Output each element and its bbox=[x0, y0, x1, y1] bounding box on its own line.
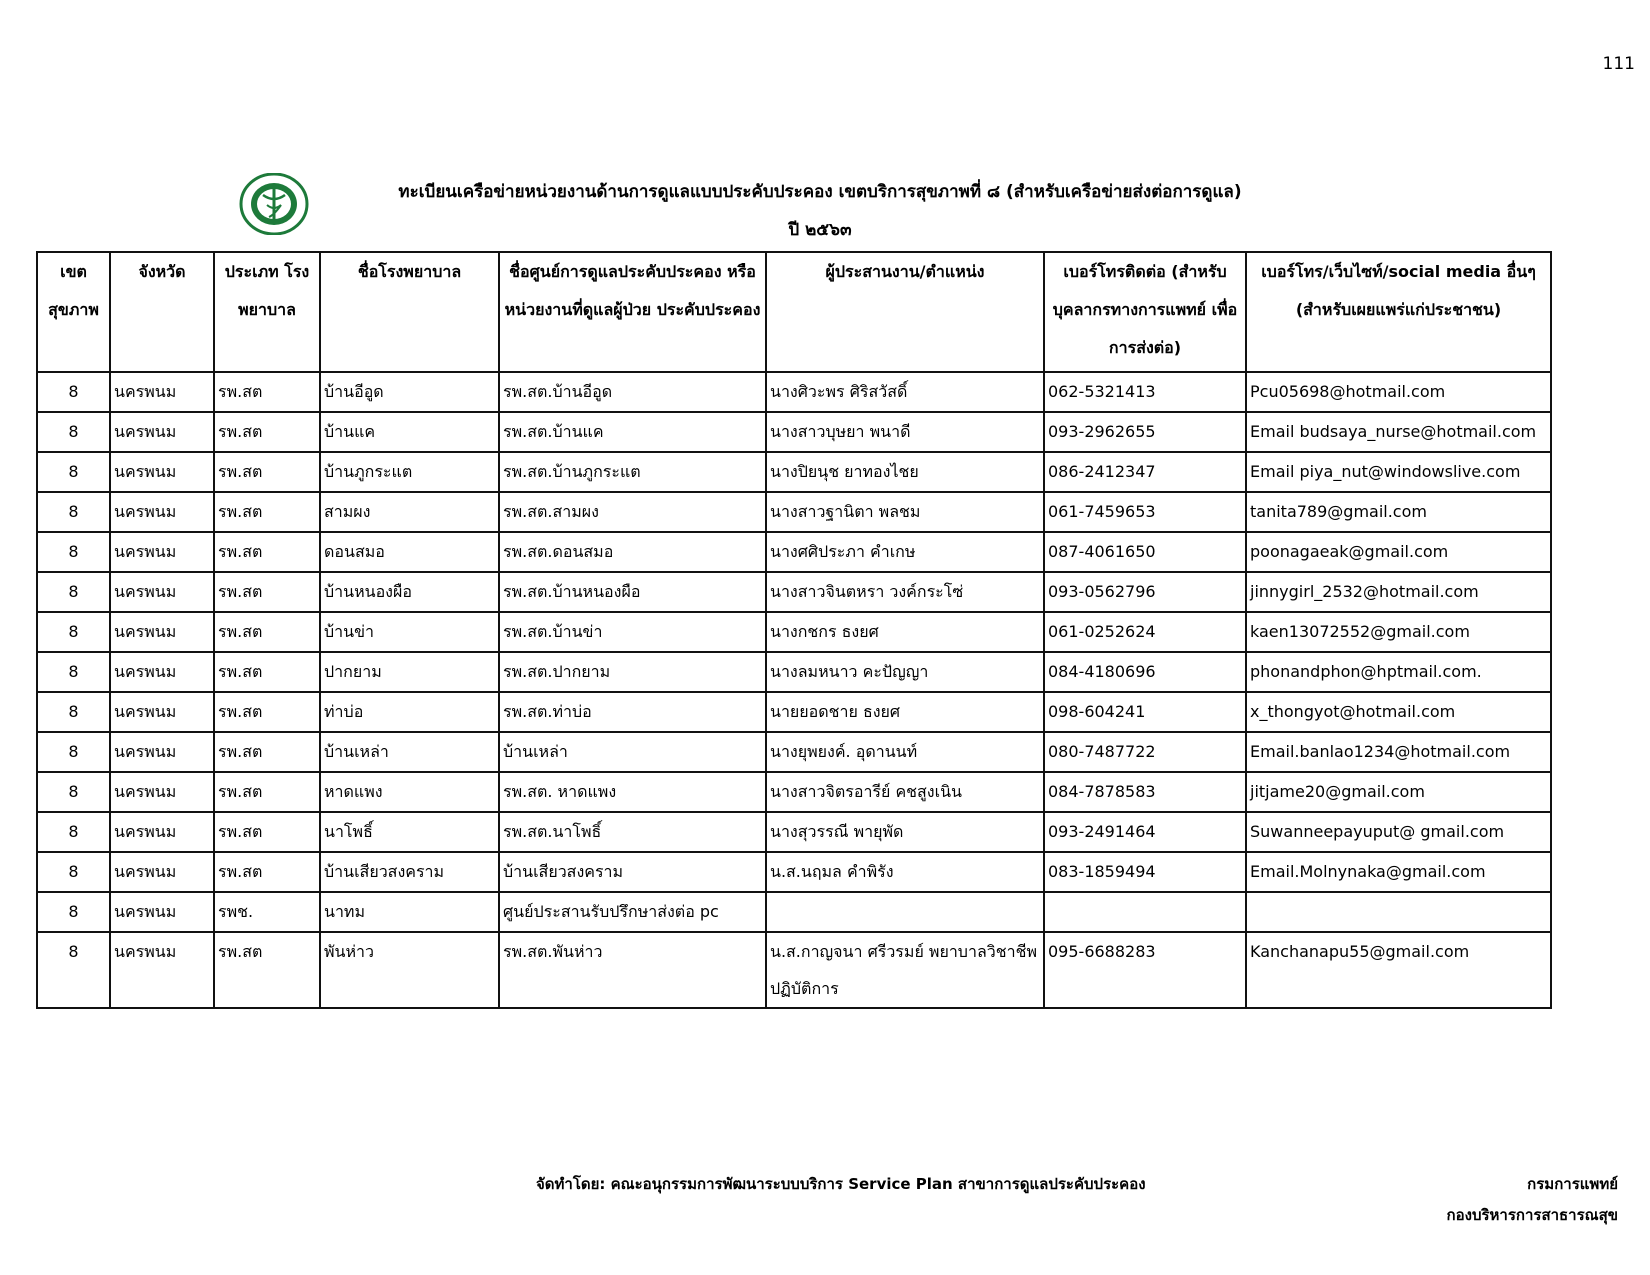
cell-public-contact[interactable]: Suwanneepayuput@ gmail.com bbox=[1246, 812, 1551, 852]
cell-care-center: บ้านเสียวสงคราม bbox=[499, 852, 766, 892]
page-number: 111 bbox=[1602, 54, 1635, 74]
cell-care-center: ศูนย์ประสานรับปรึกษาส่งต่อ pc bbox=[499, 892, 766, 932]
cell-care-center: รพ.สต.พันห่าว bbox=[499, 932, 766, 1008]
cell-public-contact[interactable]: kaen13072552@gmail.com bbox=[1246, 612, 1551, 652]
cell-referral-phone: 062-5321413 bbox=[1044, 372, 1246, 412]
header-referral-phone: เบอร์โทรติดต่อ (สำหรับ บุคลากรทางการแพทย์ เพื่อการส่งต่อ) bbox=[1044, 252, 1246, 372]
cell-care-center: บ้านเหล่า bbox=[499, 732, 766, 772]
document-title: ทะเบียนเครือข่ายหน่วยงานด้านการดูแลแบบประคับประคอง เขตบริการสุขภาพที่ ๘ (สำหรับเครือข่ายส่งต่อการดูแล) bbox=[398, 182, 1242, 202]
cell-province: นครพนม bbox=[110, 892, 214, 932]
cell-province: นครพนม bbox=[110, 852, 214, 892]
cell-referral-phone: 084-4180696 bbox=[1044, 652, 1246, 692]
table-row bbox=[37, 492, 1551, 532]
cell-province: นครพนม bbox=[110, 572, 214, 612]
table-row bbox=[37, 772, 1551, 812]
cell-hospital-name: ท่าบ่อ bbox=[320, 692, 499, 732]
header-hospital-type: ประเภท โรงพยาบาล bbox=[214, 252, 320, 372]
table-row bbox=[37, 732, 1551, 772]
cell-hospital-name: หาดแพง bbox=[320, 772, 499, 812]
cell-hospital-name: บ้านอีอูด bbox=[320, 372, 499, 412]
cell-referral-phone bbox=[1044, 892, 1246, 932]
cell-hospital-type: รพ.สต bbox=[214, 452, 320, 492]
cell-hospital-name: สามผง bbox=[320, 492, 499, 532]
cell-public-contact[interactable]: Email budsaya_nurse@hotmail.com bbox=[1246, 412, 1551, 452]
cell-province: นครพนม bbox=[110, 412, 214, 452]
cell-coordinator: นางศศิประภา คำเกษ bbox=[766, 532, 1044, 572]
cell-public-contact[interactable]: Email.banlao1234@hotmail.com bbox=[1246, 732, 1551, 772]
cell-coordinator: น.ส.กาญจนา ศรีวรมย์ พยาบาลวิชาชีพปฏิบัติการ bbox=[766, 932, 1044, 1008]
cell-hospital-type: รพ.สต bbox=[214, 532, 320, 572]
cell-care-center: รพ.สต.บ้านข่า bbox=[499, 612, 766, 652]
cell-coordinator: นางปิยนุช ยาทองไชย bbox=[766, 452, 1044, 492]
cell-coordinator: นางศิวะพร ศิริสวัสดิ์ bbox=[766, 372, 1044, 412]
cell-zone: 8 bbox=[37, 772, 110, 812]
cell-coordinator: นางสุวรรณี พายุพัด bbox=[766, 812, 1044, 852]
cell-coordinator: น.ส.นฤมล คำพิรัง bbox=[766, 852, 1044, 892]
cell-hospital-name: บ้านหนองผือ bbox=[320, 572, 499, 612]
cell-hospital-type: รพ.สต bbox=[214, 412, 320, 452]
cell-hospital-name: บ้านเสียวสงคราม bbox=[320, 852, 499, 892]
cell-hospital-type: รพ.สต bbox=[214, 612, 320, 652]
cell-province: นครพนม bbox=[110, 772, 214, 812]
ministry-seal-icon bbox=[239, 173, 309, 235]
cell-coordinator: นางกชกร ธงยศ bbox=[766, 612, 1044, 652]
cell-province: นครพนม bbox=[110, 532, 214, 572]
table-row bbox=[37, 412, 1551, 452]
cell-province: นครพนม bbox=[110, 812, 214, 852]
cell-zone: 8 bbox=[37, 452, 110, 492]
header-province: จังหวัด bbox=[110, 252, 214, 372]
cell-hospital-type: รพ.สต bbox=[214, 572, 320, 612]
footer-department: กรมการแพทย์ bbox=[1527, 1175, 1618, 1193]
table-row bbox=[37, 612, 1551, 652]
cell-zone: 8 bbox=[37, 932, 110, 1008]
cell-referral-phone: 083-1859494 bbox=[1044, 852, 1246, 892]
cell-referral-phone: 093-2491464 bbox=[1044, 812, 1246, 852]
cell-zone: 8 bbox=[37, 612, 110, 652]
cell-referral-phone: 095-6688283 bbox=[1044, 932, 1246, 1008]
cell-province: นครพนม bbox=[110, 492, 214, 532]
cell-public-contact bbox=[1246, 892, 1551, 932]
cell-province: นครพนม bbox=[110, 932, 214, 1008]
cell-referral-phone: 093-0562796 bbox=[1044, 572, 1246, 612]
cell-care-center: รพ.สต.บ้านอีอูด bbox=[499, 372, 766, 412]
cell-zone: 8 bbox=[37, 852, 110, 892]
cell-care-center: รพ.สต.ท่าบ่อ bbox=[499, 692, 766, 732]
cell-referral-phone: 061-7459653 bbox=[1044, 492, 1246, 532]
cell-province: นครพนม bbox=[110, 372, 214, 412]
cell-zone: 8 bbox=[37, 532, 110, 572]
cell-zone: 8 bbox=[37, 892, 110, 932]
cell-hospital-type: รพ.สต bbox=[214, 772, 320, 812]
cell-zone: 8 bbox=[37, 372, 110, 412]
cell-referral-phone: 086-2412347 bbox=[1044, 452, 1246, 492]
cell-coordinator: นางสาวจิตรอารีย์ คชสูงเนิน bbox=[766, 772, 1044, 812]
header-coordinator: ผู้ประสานงาน/ตำแหน่ง bbox=[766, 252, 1044, 372]
cell-province: นครพนม bbox=[110, 612, 214, 652]
cell-hospital-name: พันห่าว bbox=[320, 932, 499, 1008]
cell-care-center: รพ.สต.สามผง bbox=[499, 492, 766, 532]
registry-table bbox=[36, 251, 1552, 1009]
cell-hospital-name: บ้านแค bbox=[320, 412, 499, 452]
cell-zone: 8 bbox=[37, 412, 110, 452]
table-row bbox=[37, 692, 1551, 732]
cell-care-center: รพ.สต.นาโพธิ์ bbox=[499, 812, 766, 852]
cell-care-center: รพ.สต.บ้านหนองผือ bbox=[499, 572, 766, 612]
header-hospital-name: ชื่อโรงพยาบาล bbox=[320, 252, 499, 372]
cell-hospital-type: รพ.สต bbox=[214, 732, 320, 772]
cell-hospital-type: รพช. bbox=[214, 892, 320, 932]
cell-zone: 8 bbox=[37, 812, 110, 852]
cell-public-contact[interactable]: phonandphon@hptmail.com. bbox=[1246, 652, 1551, 692]
table-row bbox=[37, 812, 1551, 852]
cell-referral-phone: 087-4061650 bbox=[1044, 532, 1246, 572]
cell-province: นครพนม bbox=[110, 452, 214, 492]
cell-referral-phone: 080-7487722 bbox=[1044, 732, 1246, 772]
cell-province: นครพนม bbox=[110, 652, 214, 692]
cell-care-center: รพ.สต.บ้านแค bbox=[499, 412, 766, 452]
cell-public-contact[interactable]: poonagaeak@gmail.com bbox=[1246, 532, 1551, 572]
cell-public-contact[interactable]: jitjame20@gmail.com bbox=[1246, 772, 1551, 812]
header-care-center: ชื่อศูนย์การดูแลประคับประคอง หรือ หน่วยงานที่ดูแลผู้ป่วย ประคับประคอง bbox=[499, 252, 766, 372]
cell-zone: 8 bbox=[37, 492, 110, 532]
cell-care-center: รพ.สต. หาดแพง bbox=[499, 772, 766, 812]
cell-public-contact[interactable]: jinnygirl_2532@hotmail.com bbox=[1246, 572, 1551, 612]
cell-care-center: รพ.สต.ปากยาม bbox=[499, 652, 766, 692]
cell-care-center: รพ.สต.ดอนสมอ bbox=[499, 532, 766, 572]
cell-coordinator bbox=[766, 892, 1044, 932]
cell-coordinator: นายยอดชาย ธงยศ bbox=[766, 692, 1044, 732]
cell-hospital-name: บ้านภูกระแต bbox=[320, 452, 499, 492]
footer-credit: จัดทำโดย: คณะอนุกรรมการพัฒนาระบบบริการ Service Plan สาขาการดูแลประคับประคอง bbox=[536, 1175, 1146, 1193]
cell-hospital-name: นาโพธิ์ bbox=[320, 812, 499, 852]
table-row bbox=[37, 572, 1551, 612]
cell-coordinator: นางสาวฐานิตา พลชม bbox=[766, 492, 1044, 532]
cell-zone: 8 bbox=[37, 572, 110, 612]
cell-coordinator: นางสาวจินตหรา วงค์กระโซ่ bbox=[766, 572, 1044, 612]
cell-public-contact[interactable]: x_thongyot@hotmail.com bbox=[1246, 692, 1551, 732]
cell-province: นครพนม bbox=[110, 692, 214, 732]
cell-referral-phone: 084-7878583 bbox=[1044, 772, 1246, 812]
document-year: ปี ๒๕๖๓ bbox=[788, 220, 852, 240]
table-row bbox=[37, 452, 1551, 492]
table-row bbox=[37, 532, 1551, 572]
table-row bbox=[37, 652, 1551, 692]
table-header-row bbox=[37, 252, 1551, 372]
header-zone: เขต สุขภาพ bbox=[37, 252, 110, 372]
cell-coordinator: นางลมหนาว คะปัญญา bbox=[766, 652, 1044, 692]
cell-hospital-type: รพ.สต bbox=[214, 372, 320, 412]
cell-hospital-name: บ้านเหล่า bbox=[320, 732, 499, 772]
cell-public-contact[interactable]: Pcu05698@hotmail.com bbox=[1246, 372, 1551, 412]
cell-hospital-type: รพ.สต bbox=[214, 812, 320, 852]
table-row bbox=[37, 852, 1551, 892]
registry-body bbox=[37, 372, 1551, 1008]
cell-zone: 8 bbox=[37, 652, 110, 692]
cell-hospital-name: นาทม bbox=[320, 892, 499, 932]
table-row bbox=[37, 932, 1551, 1008]
cell-hospital-name: บ้านข่า bbox=[320, 612, 499, 652]
cell-hospital-type: รพ.สต bbox=[214, 492, 320, 532]
footer-division: กองบริหารการสาธารณสุข bbox=[1446, 1206, 1618, 1224]
cell-zone: 8 bbox=[37, 692, 110, 732]
cell-hospital-type: รพ.สต bbox=[214, 692, 320, 732]
cell-coordinator: นางยุพยงค์. อุดานนท์ bbox=[766, 732, 1044, 772]
cell-referral-phone: 098-604241 bbox=[1044, 692, 1246, 732]
header-public-contact: เบอร์โทร/เว็บไซท์/social media อื่นๆ (สำหรับเผยแพร่แก่ประชาชน) bbox=[1246, 252, 1551, 372]
cell-hospital-type: รพ.สต bbox=[214, 932, 320, 1008]
cell-hospital-type: รพ.สต bbox=[214, 652, 320, 692]
cell-hospital-name: ดอนสมอ bbox=[320, 532, 499, 572]
cell-public-contact[interactable]: Email piya_nut@windowslive.com bbox=[1246, 452, 1551, 492]
cell-coordinator: นางสาวบุษยา พนาดี bbox=[766, 412, 1044, 452]
cell-public-contact[interactable]: tanita789@gmail.com bbox=[1246, 492, 1551, 532]
cell-hospital-type: รพ.สต bbox=[214, 852, 320, 892]
cell-public-contact[interactable]: Email.Molnynaka@gmail.com bbox=[1246, 852, 1551, 892]
cell-zone: 8 bbox=[37, 732, 110, 772]
table-row bbox=[37, 892, 1551, 932]
table-row bbox=[37, 372, 1551, 412]
cell-referral-phone: 061-0252624 bbox=[1044, 612, 1246, 652]
cell-province: นครพนม bbox=[110, 732, 214, 772]
cell-care-center: รพ.สต.บ้านภูกระแต bbox=[499, 452, 766, 492]
cell-referral-phone: 093-2962655 bbox=[1044, 412, 1246, 452]
cell-public-contact[interactable]: Kanchanapu55@gmail.com bbox=[1246, 932, 1551, 1008]
cell-hospital-name: ปากยาม bbox=[320, 652, 499, 692]
